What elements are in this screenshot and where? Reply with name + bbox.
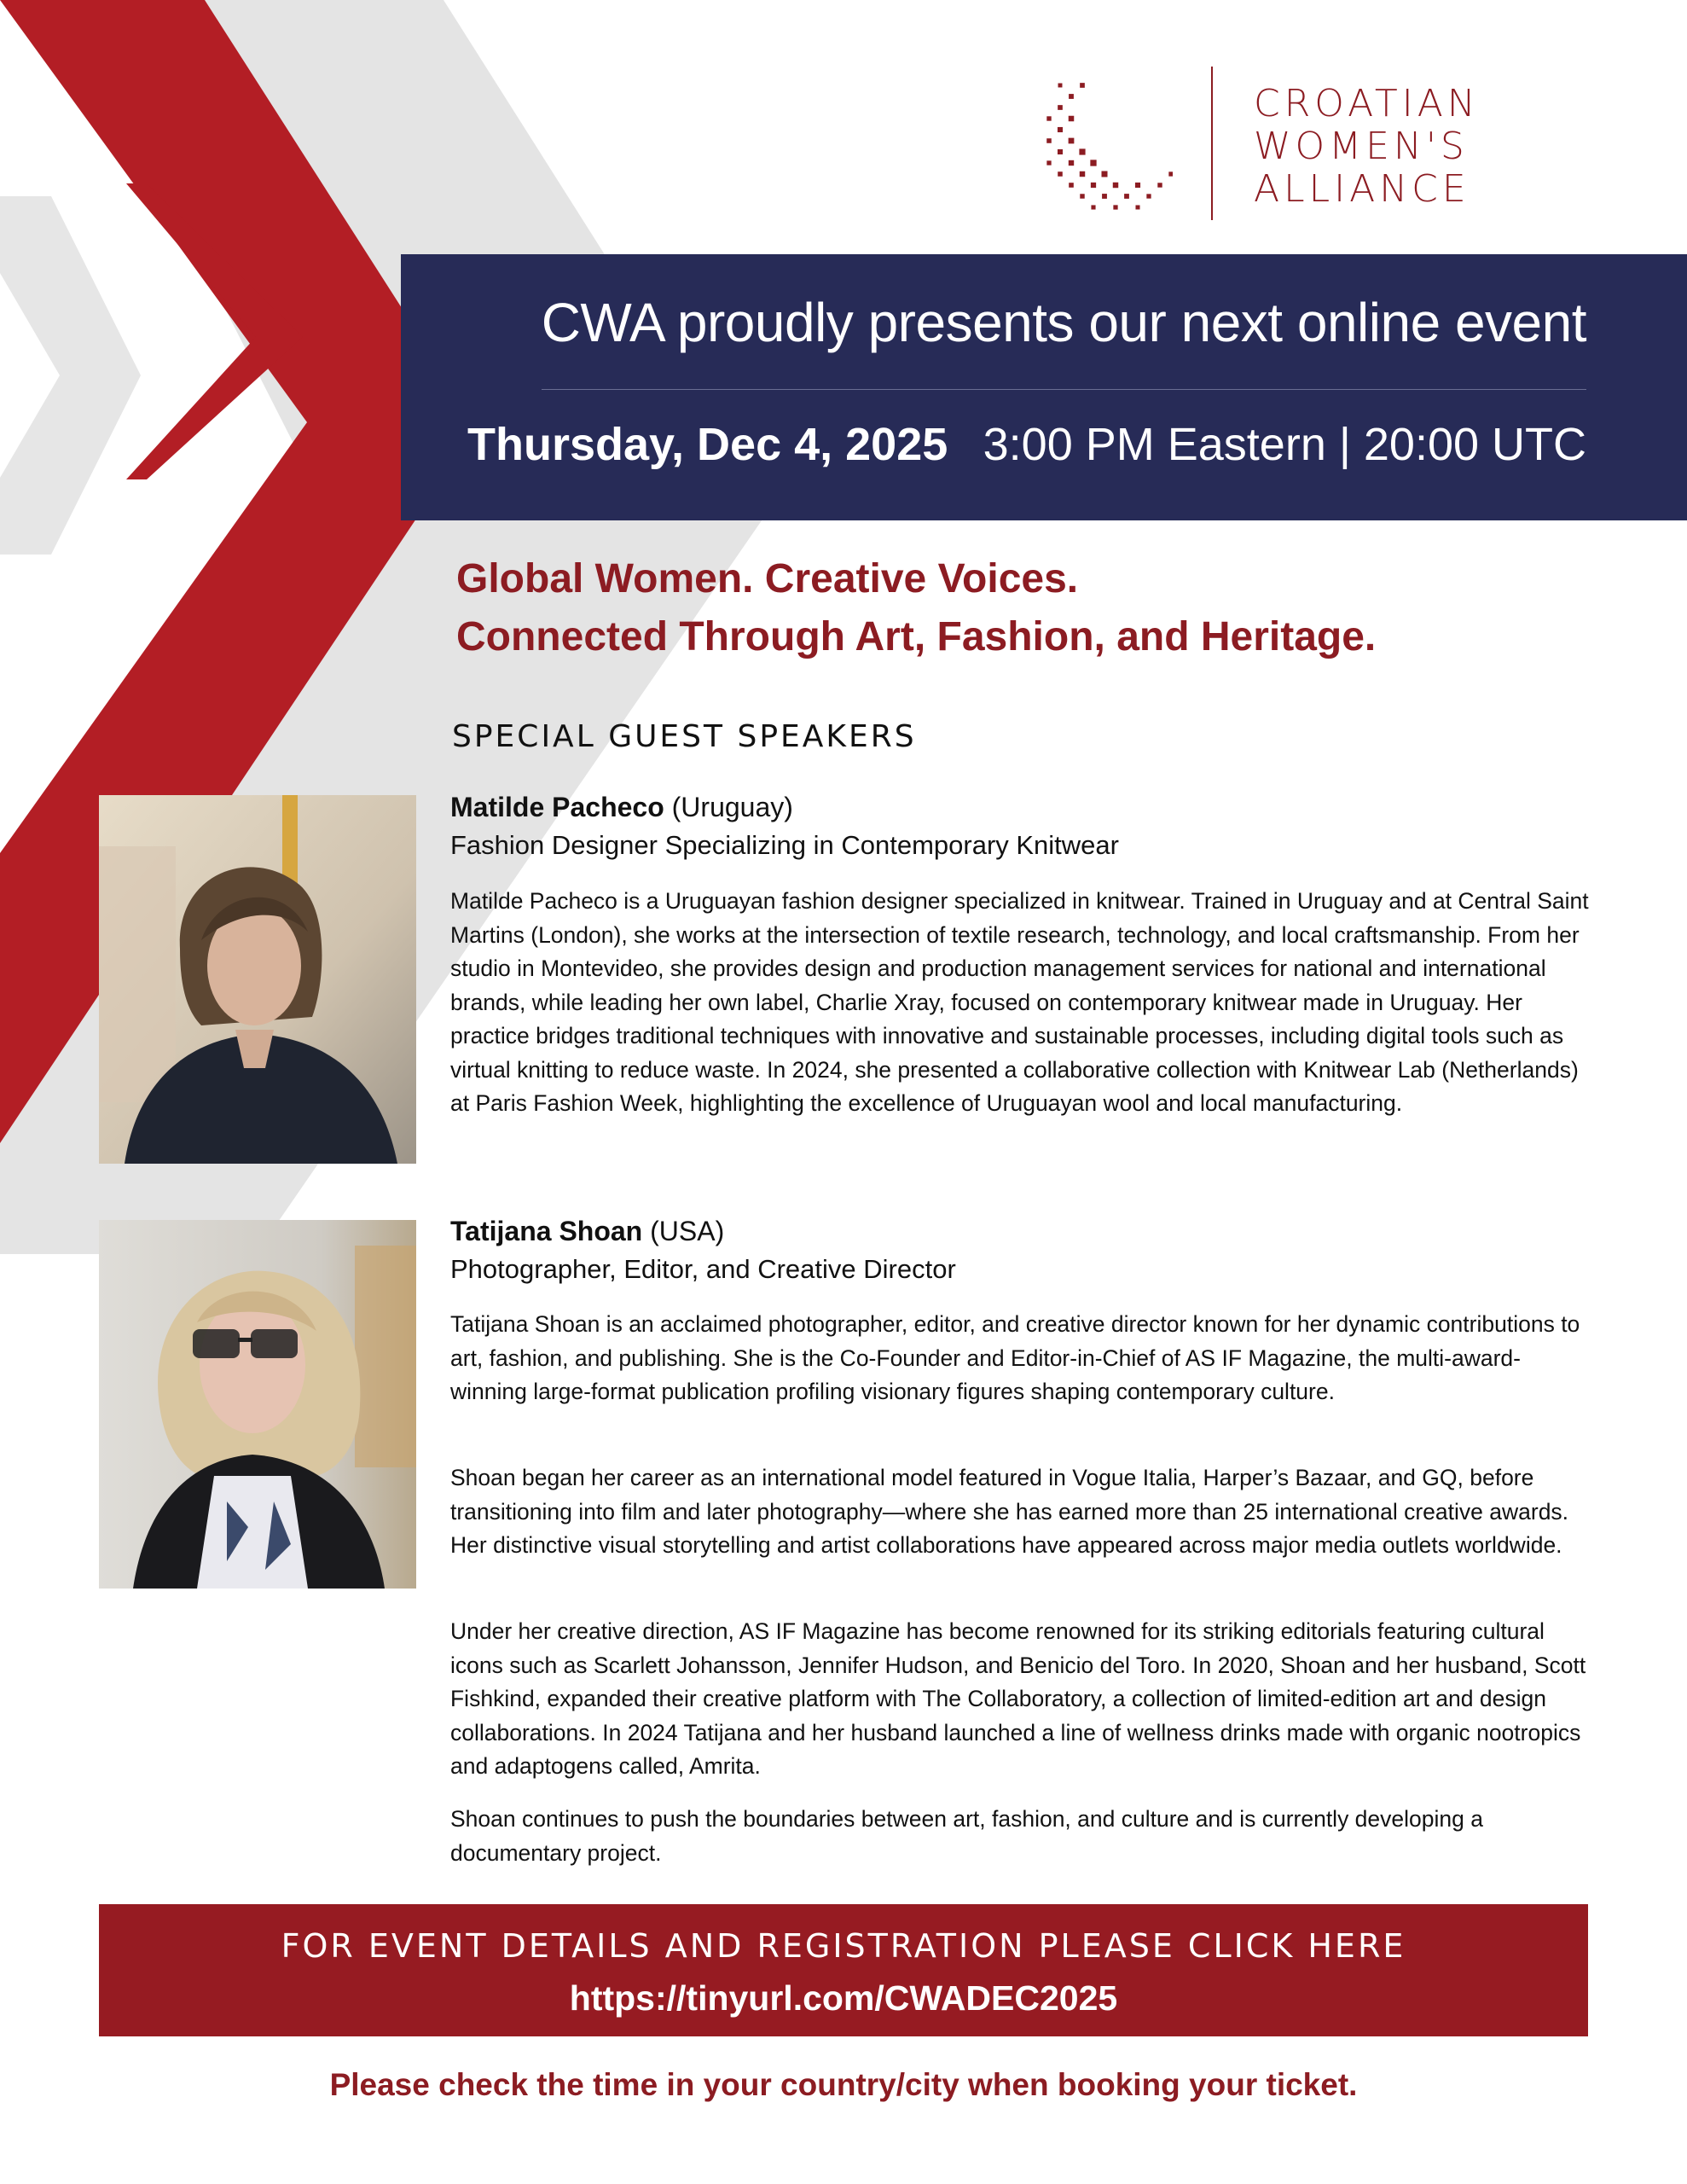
speaker-role: Photographer, Editor, and Creative Director <box>450 1254 956 1284</box>
speaker-photo-matilde-pacheco <box>99 795 416 1164</box>
logo-checker-square <box>1058 171 1063 177</box>
speaker-role: Fashion Designer Specializing in Contemporary Knitwear <box>450 830 1119 860</box>
logo-checker-square <box>1046 116 1051 120</box>
logo-checker-square <box>1079 148 1085 154</box>
logo-checker-square <box>1069 183 1074 188</box>
logo-text-line-3: ALLIANCE <box>1254 167 1470 211</box>
speaker-bio-paragraph: Tatijana Shoan is an acclaimed photographer, editor, and creative director known for her dynamic contributions to art, fashion, and publishing. She is the Co-Founder and Editor-in-Chief of AS IF Magazine, the multi-award-winning large-format publication profiling visionary figures shaping contemporary culture. <box>450 1311 1580 1404</box>
banner-divider <box>542 389 1586 390</box>
logo-checker-square <box>1157 183 1162 187</box>
logo-checker-square <box>1168 171 1173 176</box>
logo-checker-square <box>1069 116 1075 122</box>
speaker-country: (USA) <box>650 1216 725 1246</box>
speaker-bio-paragraph: Shoan began her career as an international model featured in Vogue Italia, Harper’s Bazaar, and GQ, before transitioning into film and later photography—where she has earned more than 25 international creative awards. Her distinctive visual storytelling and artist collaborations have appeared across major media outlets worldwide. <box>450 1465 1569 1558</box>
footer-note: Please check the time in your country/city when booking your ticket. <box>329 2067 1358 2102</box>
speaker-name: Tatijana Shoan <box>450 1216 643 1246</box>
logo-text-line-2: WOMEN'S <box>1254 125 1469 168</box>
logo-text-line-1: CROATIAN <box>1254 82 1480 125</box>
logo-checker-square <box>1091 183 1096 188</box>
logo-checker-square <box>1146 194 1151 198</box>
logo-checker-square <box>1135 205 1139 209</box>
speaker-country: (Uruguay) <box>671 792 793 822</box>
logo-checker-square <box>1058 127 1063 132</box>
logo-checker-square <box>1091 205 1095 209</box>
event-time: 3:00 PM Eastern | 20:00 UTC <box>983 419 1586 470</box>
logo-checker-square <box>1113 183 1118 188</box>
tagline-line-2: Connected Through Art, Fashion, and Heritage. <box>456 614 1377 659</box>
logo-checker-square <box>1069 138 1075 144</box>
registration-link[interactable]: https://tinyurl.com/CWADEC2025 <box>569 1978 1118 2018</box>
logo-checker-square <box>1046 160 1051 165</box>
speaker-bio-paragraph: Matilde Pacheco is a Uruguayan fashion designer specialized in knitwear. Trained in Uruguay and at Central Saint Martins (London), she works at the intersection of textile research, technology, and local craftsmanship. From her studio in Montevideo, she provides design and production management services for national and international brands, while leading her own label, Charlie Xray, focused on contemporary knitwear made in Uruguay. Her practice bridges traditional techniques with innovative and sustainable processes, including digital tools such as virtual knitting to reduce waste. In 2024, she presented a collaborative collection with Knitwear Lab (Netherlands) at Paris Fashion Week, highlighting the excellence of Uruguayan wool and local manufacturing. <box>450 888 1589 1116</box>
logo-checker-square <box>1113 205 1117 209</box>
cta-title: FOR EVENT DETAILS AND REGISTRATION PLEASE CLICK HERE <box>281 1927 1406 1965</box>
speaker-name-line <box>450 1217 724 1245</box>
speaker-bio-paragraph: Shoan continues to push the boundaries between art, fashion, and culture and is currently developing a documentary project. <box>450 1806 1483 1866</box>
speaker-bio-paragraph: Under her creative direction, AS IF Magazine has become renowned for its striking editorials featuring cultural icons such as Scarlett Johansson, Jennifer Hudson, and Benicio del Toro. In 2020, Shoan and her husband, Scott Fishkind, expanded their creative platform with The Collaboratory, a collection of limited-edition art and design collaborations. In 2024 Tatijana and her husband launched a line of wellness drinks made with organic nootropics and adaptogens called, Amrita. <box>450 1618 1586 1779</box>
logo-checker-square <box>1058 149 1063 154</box>
event-date: Thursday, Dec 4, 2025 <box>467 419 948 470</box>
logo-checker-square <box>1046 138 1052 143</box>
logo-checker-square <box>1080 171 1085 177</box>
logo-checker-square <box>1069 94 1074 99</box>
speakers-heading: SPECIAL GUEST SPEAKERS <box>452 719 917 754</box>
logo-checker-square <box>1090 160 1096 166</box>
logo-checker-square <box>1058 105 1063 110</box>
event-banner <box>401 254 1687 520</box>
speaker-photo-tatijana-shoan <box>99 1220 416 1589</box>
logo-checker-square <box>1069 160 1074 166</box>
logo-divider <box>1211 67 1213 220</box>
logo-checker-square <box>1080 83 1085 88</box>
logo-checker-square <box>1135 183 1140 188</box>
gray-chevron-small <box>0 196 141 555</box>
logo-checker-square <box>1101 171 1107 177</box>
globe-logo-icon <box>1028 60 1173 218</box>
logo-checker-square <box>1058 84 1063 88</box>
logo-checker-square <box>1080 194 1084 198</box>
tagline-line-1: Global Women. Creative Voices. <box>456 556 1079 601</box>
logo-checker-square <box>1102 194 1107 199</box>
registration-cta-button[interactable] <box>99 1904 1588 2036</box>
banner-headline: CWA proudly presents our next online event <box>541 292 1586 353</box>
logo-checker-square <box>1124 194 1129 199</box>
speaker-name: Matilde Pacheco <box>450 792 664 822</box>
speaker-name-line <box>450 793 793 821</box>
